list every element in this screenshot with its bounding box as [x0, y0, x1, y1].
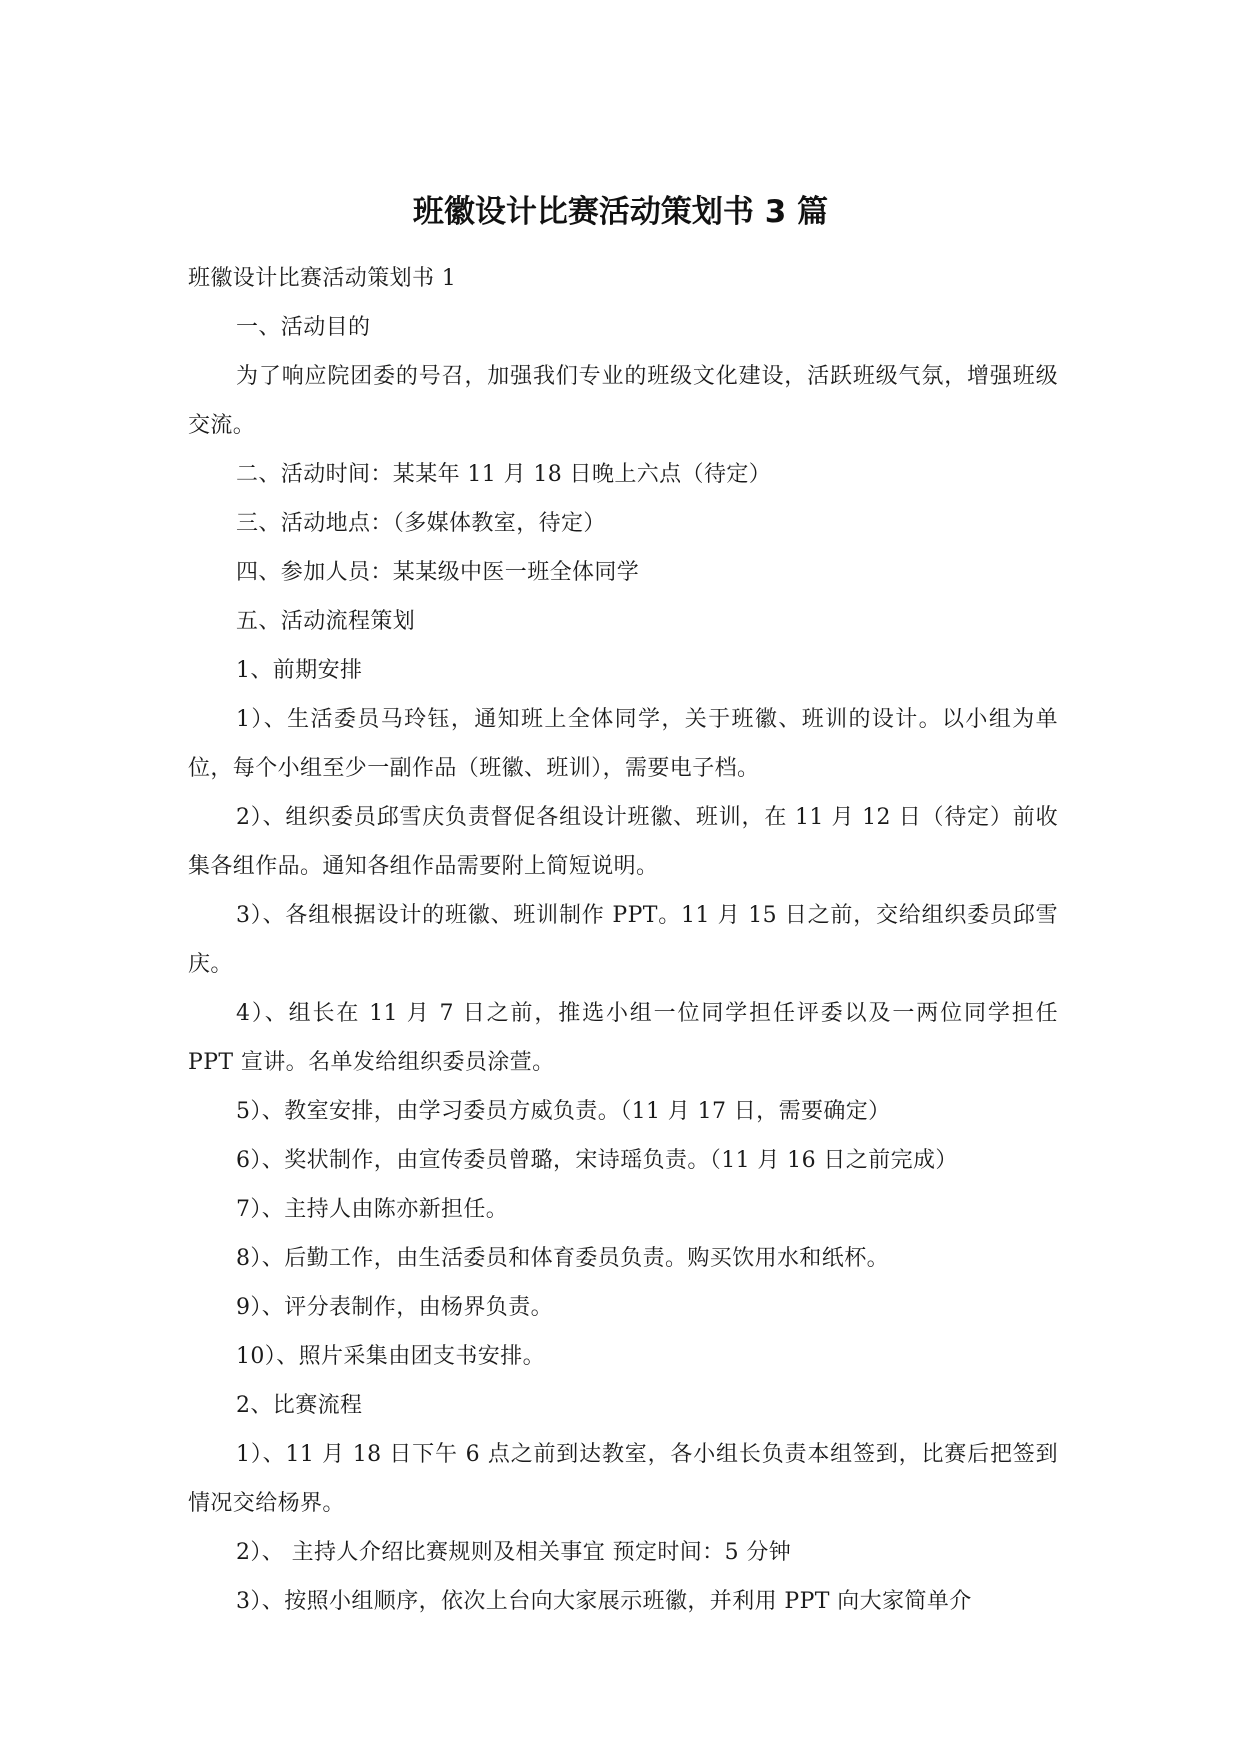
document-body: [188, 254, 1058, 1626]
body-paragraph: 为了响应院团委的号召，加强我们专业的班级文化建设，活跃班级气氛，增强班级交流。: [188, 364, 1058, 438]
body-paragraph: 2）、组织委员邱雪庆负责督促各组设计班徽、班训，在 11 月 12 日（待定）前收集各组作品。通知各组作品需要附上简短说明。: [188, 805, 1058, 879]
body-paragraph: 班徽设计比赛活动策划书 1: [188, 266, 457, 291]
body-paragraph: 6）、奖状制作，由宣传委员曾璐，宋诗瑶负责。（11 月 16 日之前完成）: [236, 1148, 958, 1173]
body-paragraph: 7）、主持人由陈亦新担任。: [236, 1197, 509, 1222]
body-paragraph: 二、活动时间：某某年 11 月 18 日晚上六点（待定）: [236, 462, 772, 487]
body-paragraph: 8）、后勤工作，由生活委员和体育委员负责。购买饮用水和纸杯。: [236, 1246, 889, 1271]
body-paragraph: 一、活动目的: [236, 315, 371, 340]
body-paragraph: 3）、各组根据设计的班徽、班训制作 PPT。11 月 15 日之前，交给组织委员邱雪庆。: [188, 903, 1058, 977]
body-paragraph: 1）、生活委员马玲钰，通知班上全体同学，关于班徽、班训的设计。以小组为单位，每个小组至少一副作品（班徽、班训），需要电子档。: [188, 707, 1058, 781]
body-paragraph: 四、参加人员：某某级中医一班全体同学: [236, 560, 640, 585]
body-paragraph: 9）、评分表制作，由杨界负责。: [236, 1295, 553, 1320]
body-paragraph: 1、前期安排: [236, 658, 363, 683]
body-paragraph: 三、活动地点：（多媒体教室，待定）: [236, 511, 606, 536]
body-paragraph: 1）、11 月 18 日下午 6 点之前到达教室，各小组长负责本组签到，比赛后把签到情况交给杨界。: [188, 1442, 1058, 1516]
body-paragraph: 2、比赛流程: [236, 1393, 363, 1418]
body-paragraph: 10）、照片采集由团支书安排。: [236, 1344, 545, 1369]
body-paragraph: 4）、组长在 11 月 7 日之前，推选小组一位同学担任评委以及一两位同学担任 PPT 宣讲。名单发给组织委员涂萱。: [188, 1001, 1058, 1075]
body-paragraph: 5）、教室安排，由学习委员方威负责。（11 月 17 日，需要确定）: [236, 1099, 891, 1124]
body-paragraph: 五、活动流程策划: [236, 609, 416, 634]
document-title: 班徽设计比赛活动策划书 3 篇: [412, 194, 829, 230]
body-paragraph: 3）、按照小组顺序，依次上台向大家展示班徽，并利用 PPT 向大家简单介: [236, 1589, 972, 1614]
body-paragraph: 2）、 主持人介绍比赛规则及相关事宜 预定时间：5 分钟: [236, 1540, 792, 1565]
